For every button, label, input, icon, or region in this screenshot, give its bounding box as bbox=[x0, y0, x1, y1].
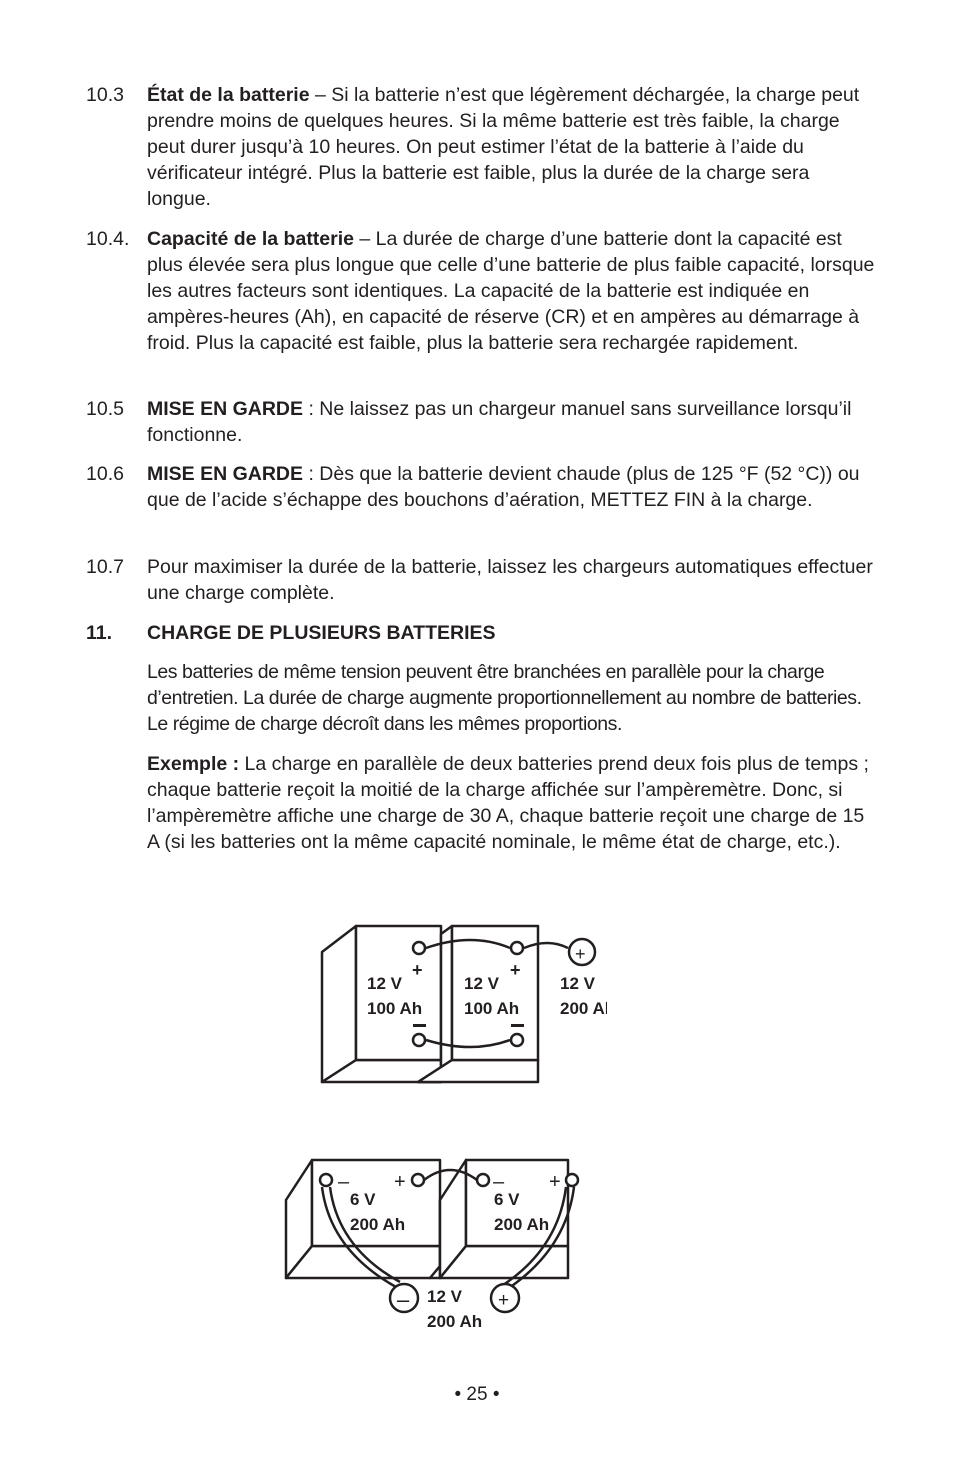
section-10-6 bbox=[86, 461, 876, 513]
heading-number: 11. bbox=[86, 622, 113, 644]
example-label: Exemple : bbox=[147, 753, 240, 775]
section-number: 10.3 bbox=[86, 84, 124, 106]
battery-1-voltage: 12 V bbox=[367, 974, 402, 993]
section-text: – Si la batterie n’est que légèrement déchargée, la charge peut prendre moins de quelques heures. Si la même batterie est très faible, la charge peut durer jusqu’à 10 heures. On peut estimer l’état de la batterie à l’aide du vérificateur intégré. Plus la batterie est faible, plus la durée de la charge sera longue. bbox=[147, 84, 860, 210]
section-text: – La durée de charge d’une batterie dont la capacité est plus élevée sera plus longue que celle d’une batterie de plus faible capacité, lorsque les autres facteurs sont identiques. La capacité de la batterie est indiquée en ampères-heures (Ah), en capacité de réserve (CR) et en ampères au démarrage à froid. Plus la capacité est faible, plus la batterie sera rechargée rapidement. bbox=[147, 228, 875, 354]
section-10-4 bbox=[86, 226, 876, 356]
section-10-7 bbox=[86, 554, 876, 606]
example-paragraph bbox=[147, 751, 877, 855]
minus-sign: – bbox=[338, 1171, 350, 1193]
minus-sign-icon bbox=[511, 1024, 524, 1027]
section-number: 10.4. bbox=[86, 228, 130, 250]
battery-1-capacity: 100 Ah bbox=[367, 999, 423, 1018]
section-text: : Ne laissez pas un chargeur manuel sans surveillance lorsqu’il fonctionne. bbox=[147, 398, 852, 446]
series-diagram bbox=[270, 1140, 610, 1340]
intro-paragraph: Les batteries de même tension peuvent être branchées en parallèle pour la charge d’entretien. La durée de charge augmente proportionnellement au nombre de batteries. Le régime de charge décroît dans les mêmes proportions. bbox=[147, 661, 862, 735]
battery-2-voltage: 12 V bbox=[464, 974, 499, 993]
section-title: Capacité de la batterie bbox=[147, 228, 354, 250]
section-text: Pour maximiser la durée de la batterie, laissez les chargeurs automatiques effectuer une charge complète. bbox=[147, 556, 873, 604]
minus-sign: – bbox=[493, 1171, 505, 1193]
terminal-icon bbox=[511, 1034, 523, 1046]
terminal-icon bbox=[566, 1174, 578, 1186]
parallel-diagram bbox=[300, 910, 620, 1090]
minus-sign-icon bbox=[413, 1024, 426, 1027]
section-number: 10.6 bbox=[86, 463, 124, 485]
section-text: : Dès que la batterie devient chaude (plus de 125 °F (52 °C)) ou que de l’acide s’échappe des bouchons d’aération, METTEZ FIN à la charge. bbox=[147, 463, 860, 511]
section-title: MISE EN GARDE bbox=[147, 398, 304, 420]
terminal-icon bbox=[413, 1034, 425, 1046]
section-10-5 bbox=[86, 396, 876, 448]
output-plus-sign: + bbox=[575, 944, 586, 964]
battery-1-voltage: 6 V bbox=[350, 1190, 376, 1209]
output-plus-sign: + bbox=[498, 1290, 510, 1311]
section-title: MISE EN GARDE bbox=[147, 463, 304, 485]
battery-1-bottom bbox=[286, 1246, 440, 1278]
page-number: • 25 • bbox=[454, 1384, 500, 1405]
terminal-icon bbox=[413, 942, 425, 954]
section-number: 10.5 bbox=[86, 398, 124, 420]
terminal-icon bbox=[320, 1174, 332, 1186]
section-title: État de la batterie bbox=[147, 84, 310, 106]
plus-sign: + bbox=[394, 1171, 406, 1193]
terminal-icon bbox=[477, 1174, 489, 1186]
terminal-icon bbox=[511, 942, 523, 954]
example-text: La charge en parallèle de deux batteries prend deux fois plus de temps ; chaque batterie reçoit la moitié de la charge affichée sur l’ampèremètre. Donc, si l’ampèremètre affiche une charge de 30 A, chaque batterie reçoit une charge de 15 A (si les batteries ont la même capacité nominale, le même état de charge, etc.). bbox=[147, 753, 869, 853]
plus-sign: + bbox=[412, 960, 423, 980]
result-voltage: 12 V bbox=[560, 974, 595, 993]
battery-2-voltage: 6 V bbox=[494, 1190, 520, 1209]
terminal-icon bbox=[412, 1174, 424, 1186]
battery-2-capacity: 200 Ah bbox=[494, 1215, 550, 1234]
result-capacity: 200 Ah bbox=[560, 999, 616, 1018]
output-minus-sign: – bbox=[397, 1287, 410, 1312]
section-number: 10.7 bbox=[86, 556, 124, 578]
battery-2-front bbox=[452, 926, 538, 1060]
plus-sign: + bbox=[549, 1171, 561, 1193]
battery-1-side bbox=[322, 926, 356, 1082]
section-10-3 bbox=[86, 82, 876, 212]
battery-1-capacity: 200 Ah bbox=[350, 1215, 406, 1234]
result-capacity: 200 Ah bbox=[427, 1312, 483, 1331]
result-voltage: 12 V bbox=[427, 1287, 462, 1306]
plus-sign: + bbox=[510, 960, 521, 980]
heading-title: CHARGE DE PLUSIEURS BATTERIES bbox=[147, 622, 496, 644]
battery-2-capacity: 100 Ah bbox=[464, 999, 520, 1018]
